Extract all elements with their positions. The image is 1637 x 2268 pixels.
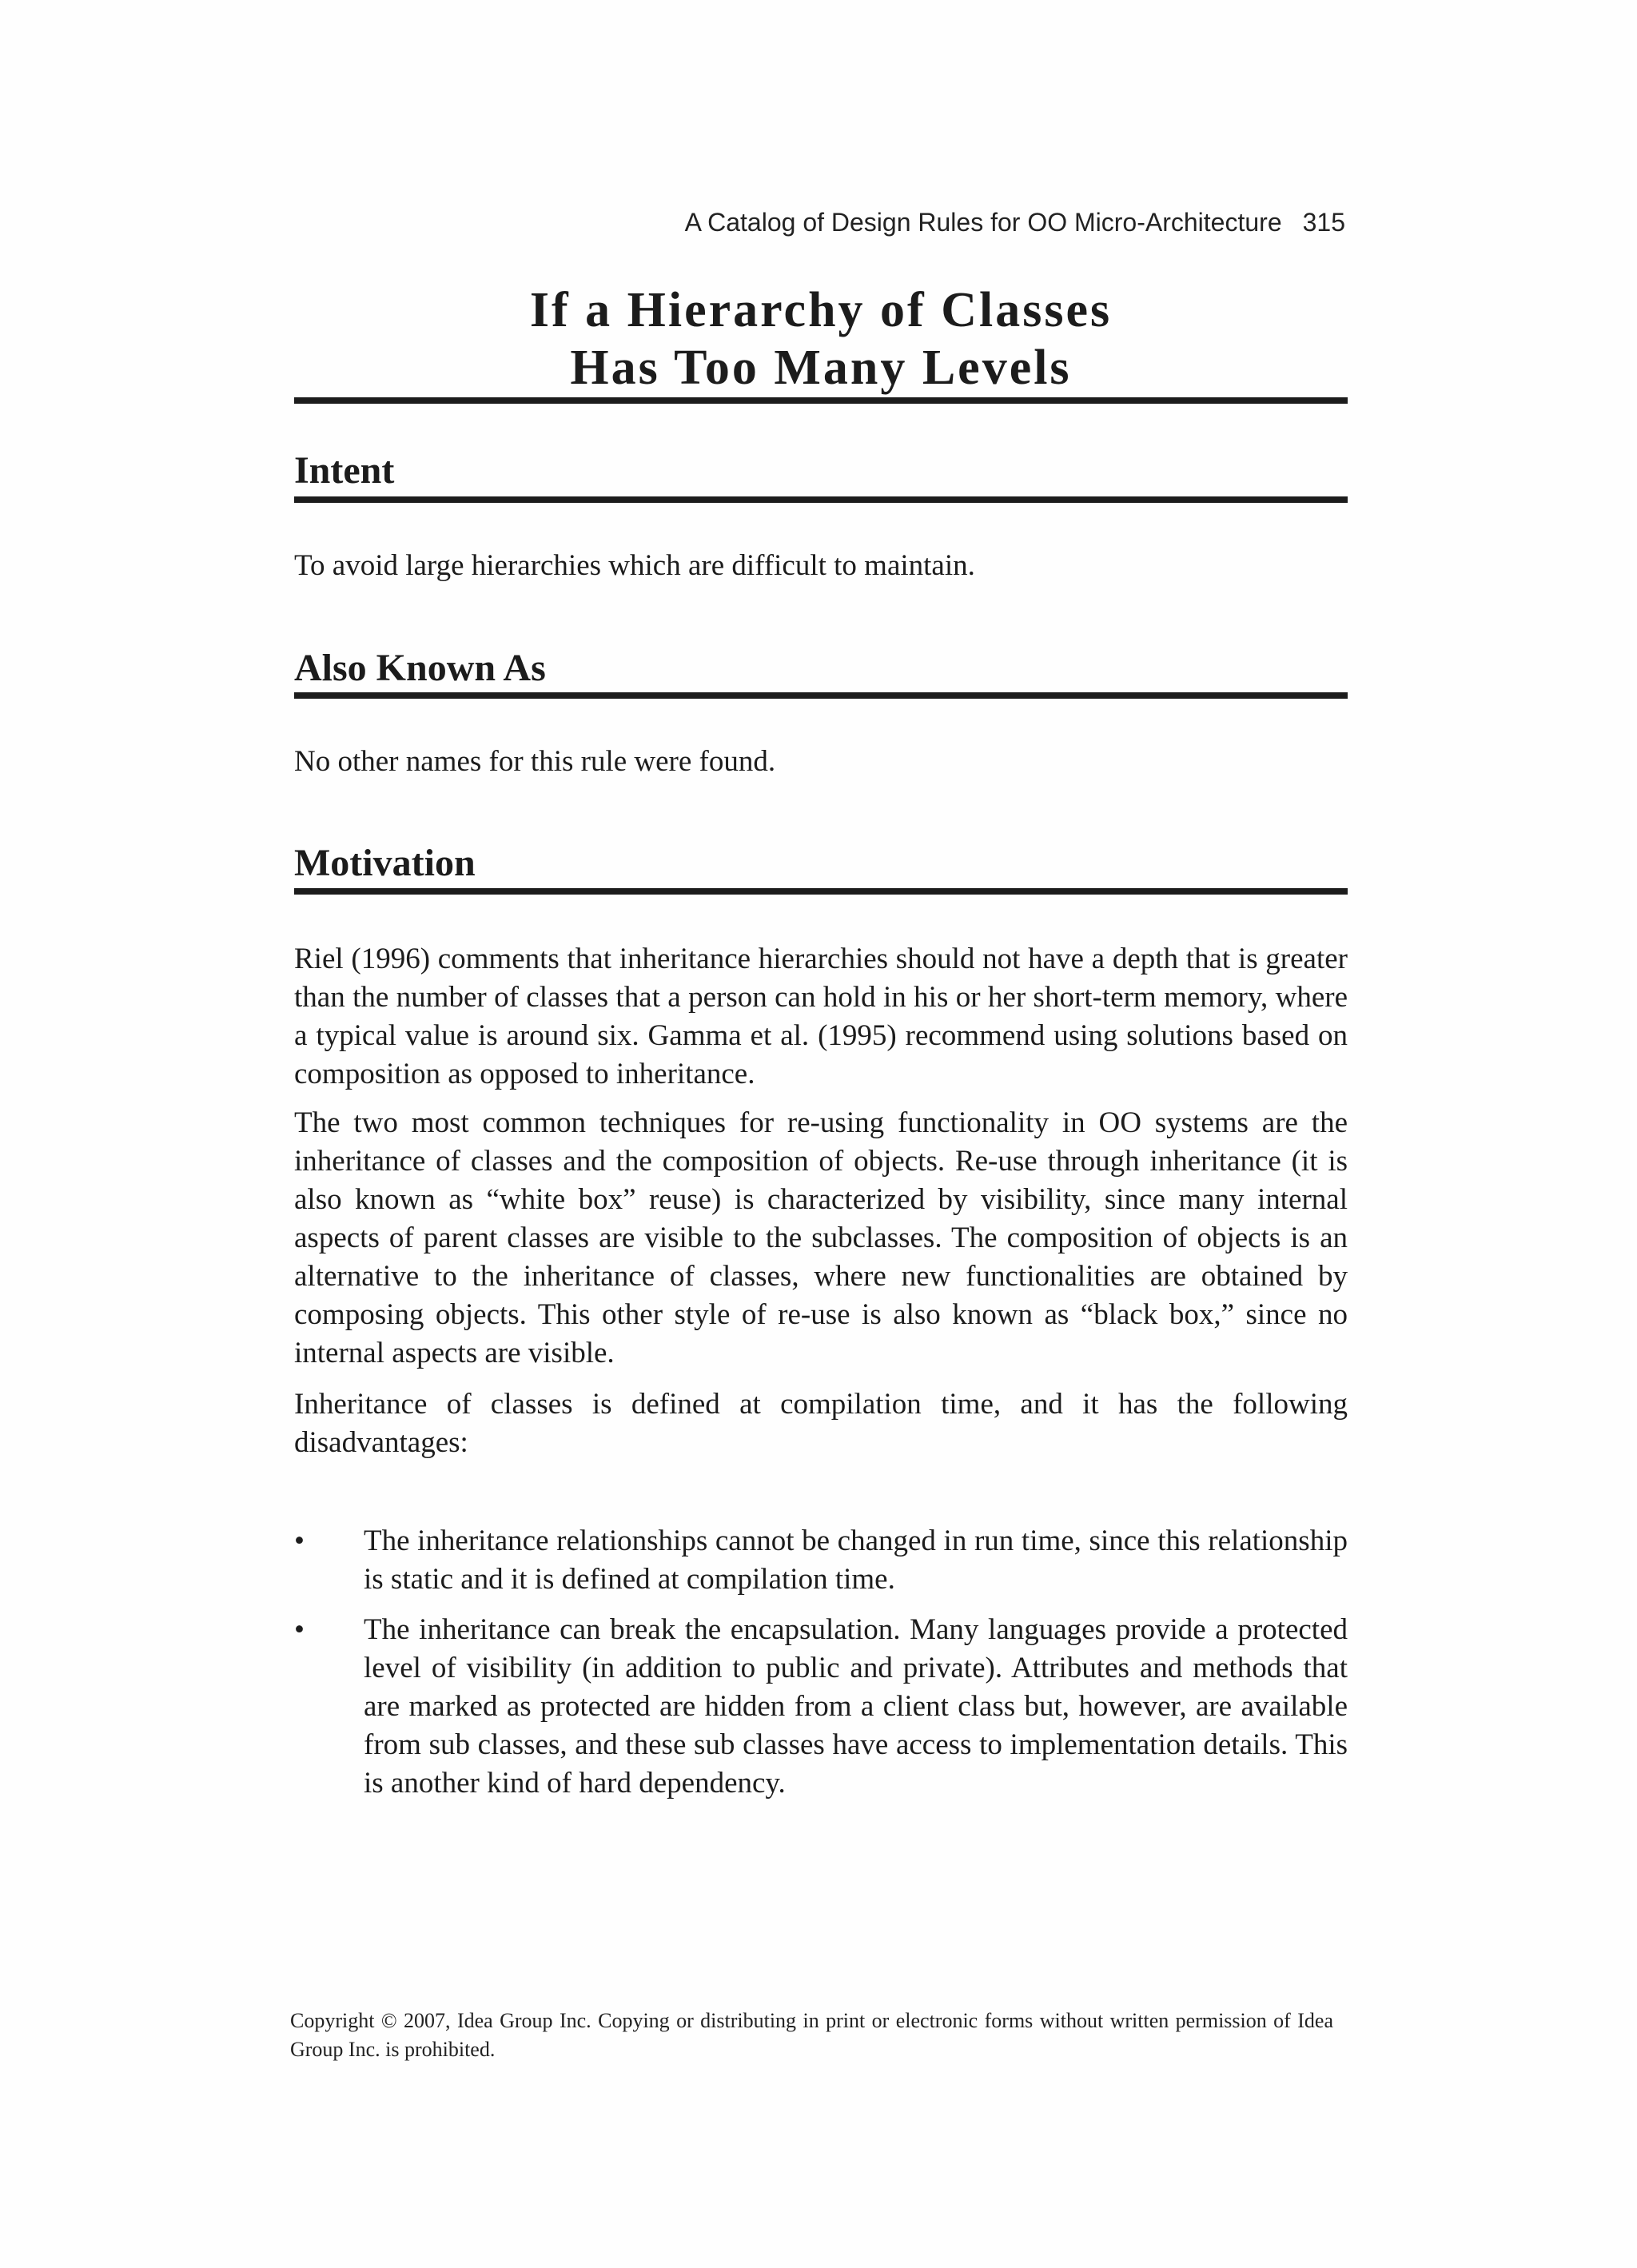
motivation-rule (294, 888, 1348, 895)
motivation-heading: Motivation (294, 842, 476, 884)
motivation-paragraph-2: The two most common techniques for re-using functionality in OO systems are the inheritance of classes and the composition of objects. Re-use through inheritance (it is also known as “white box” reuse) is characterized by visibility, since many internal aspects of parent classes are visible to the subclasses. The composition of objects is an alternative to the inheritance of classes, where new functionalities are obtained by composing objects. This other style of re-use is also known as “black box,” since no internal aspects are visible. (294, 1106, 1348, 1369)
page-title-line-1: If a Hierarchy of Classes (529, 283, 1113, 337)
running-head-title: A Catalog of Design Rules for OO Micro-Architecture (684, 208, 1282, 237)
motivation-paragraph-3: Inheritance of classes is defined at compilation time, and it has the following disadvantages: (294, 1388, 1348, 1459)
aka-text: No other names for this rule were found. (294, 745, 776, 778)
motivation-paragraph-1: Riel (1996) comments that inheritance hierarchies should not have a depth that is greater than the number of classes that a person can hold in his or her short-term memory, where a typical value is around six. Gamma et al. (1995) recommend using solutions based on composition as opposed to inheritance. (294, 943, 1348, 1090)
intent-text: To avoid large hierarchies which are difficult to maintain. (294, 549, 975, 582)
bullet-item: The inheritance relationships cannot be changed in run time, since this relationship is static and it is defined at compilation time. (364, 1525, 1348, 1596)
intent-heading: Intent (294, 449, 395, 492)
bullet-item: The inheritance can break the encapsulation. Many languages provide a protected level of visibility (in addition to public and private). Attributes and methods that are marked as protected are hidden from a client class but, however, are available from sub classes, and these sub classes have access to implementation details. This is another kind of hard dependency. (364, 1613, 1348, 1800)
page-title-line-2: Has Too Many Levels (570, 341, 1072, 395)
bullet-marker: • (294, 1525, 305, 1557)
running-head (685, 208, 1345, 237)
bullet-marker: • (294, 1613, 305, 1646)
copyright-notice: Copyright © 2007, Idea Group Inc. Copying or distributing in print or electronic forms without written permission of Idea Group Inc. is prohibited. (290, 2009, 1333, 2061)
aka-heading: Also Known As (294, 647, 546, 689)
intent-rule (294, 496, 1348, 503)
aka-rule (294, 692, 1348, 699)
title-rule (294, 397, 1348, 404)
page-title (294, 281, 1348, 397)
page-number: 315 (1302, 208, 1345, 237)
